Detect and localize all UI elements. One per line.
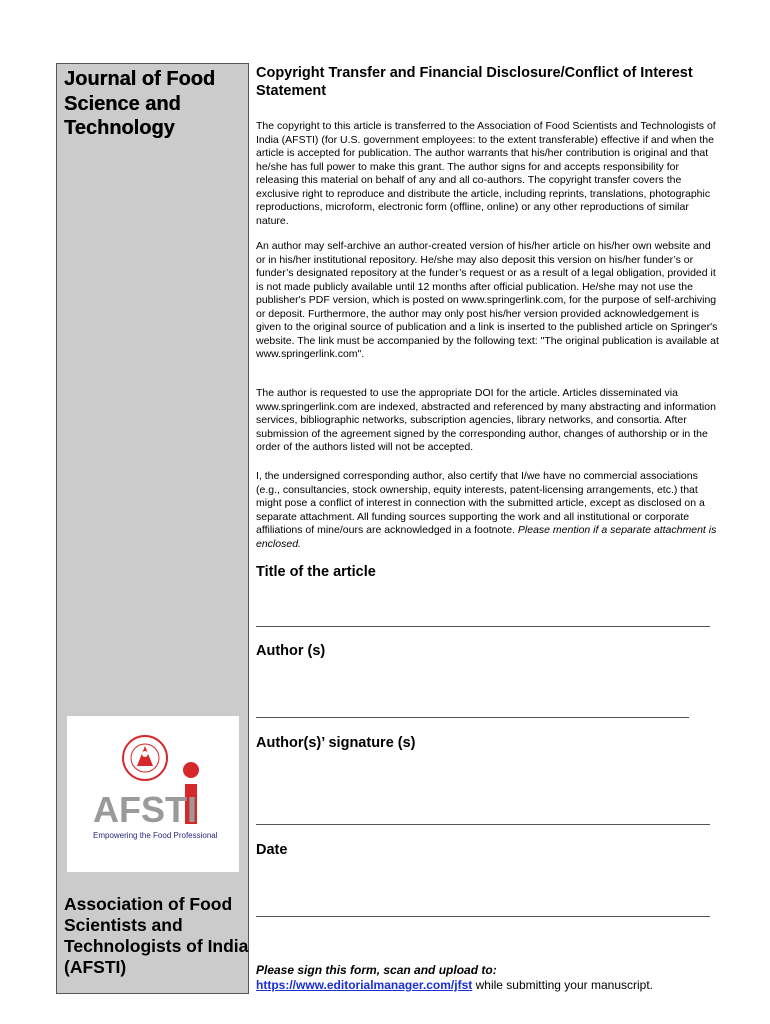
afsti-logo-graphic — [67, 716, 239, 872]
signature-label: Author(s)’ signature (s) — [256, 735, 416, 751]
sidebar — [56, 63, 249, 994]
title-of-article-label: Title of the article — [256, 564, 376, 580]
afsti-tagline: Empowering the Food Professional — [93, 831, 218, 840]
attachment-note: Please mention if a separate attachment is enclosed. — [256, 524, 717, 550]
paragraph-conflict — [256, 470, 720, 551]
upload-suffix: while submitting your manuscript. — [472, 978, 654, 992]
upload-line — [256, 978, 653, 993]
paragraph-copyright: The copyright to this article is transferred to the Association of Food Scientists and Technologists of India (AFSTI) (for U.S. government employees: to the extent transferable) effective if and when the article is accepted for publication. The author warrants that his/her contribution is original and that he/she has full power to make this grant. The author signs for and accepts responsibility for releasing this material on behalf of any and all co-authors. The copyright transfer covers the exclusive right to reproduce and distribute the article, including reprints, translations, photographic reproductions, microform, electronic form (offline, online) or any other reproductions of similar nature. — [256, 120, 716, 227]
upload-instruction: Please sign this form, scan and upload to: — [256, 963, 497, 977]
association-name: Association of Food Scientists and Technologists of India (AFSTI) — [64, 894, 249, 977]
author-label: Author (s) — [256, 643, 326, 659]
document-title: Copyright Transfer and Financial Disclosure/Conflict of Interest Statement — [256, 65, 693, 99]
paragraph-doi: The author is requested to use the appropriate DOI for the article. Articles disseminated via www.springerlink.com are indexed, abstracted and referenced by many abstracting and information services, bibliographic networks, subscription agencies, library networks, and consortia. After submission of the agreement signed by the corresponding author, changes of authorship or in the order of the authors listed will not be accepted. — [256, 387, 716, 453]
date-line[interactable] — [256, 916, 710, 917]
afsti-seal-icon — [123, 736, 167, 780]
title-of-article-line[interactable] — [256, 626, 710, 627]
author-line[interactable] — [256, 717, 689, 718]
signature-line[interactable] — [256, 824, 710, 825]
main-content — [256, 64, 722, 992]
editorial-manager-link[interactable]: https://www.editorialmanager.com/jfst — [256, 978, 473, 992]
red-dot-icon — [183, 762, 199, 778]
date-label: Date — [256, 842, 288, 858]
afsti-wordmark: AFSTI — [93, 789, 197, 830]
paragraph-conflict-text: I, the undersigned corresponding author, also certify that I/we have no commercial associations (e.g., consultancies, stock ownership, equity interests, patent-licensing arrangements, etc.) that might pose a conflict of interest in connection with the submitted article, except as disclosed on a separate attachment. All funding sources supporting the work and all institutional or corporate affiliations of mine/ours are acknowledged in a footnote. — [256, 470, 705, 536]
afsti-logo — [67, 716, 239, 872]
journal-title: Journal of Food Science and Technology — [64, 68, 216, 139]
paragraph-self-archive: An author may self-archive an author-created version of his/her article on his/her own website and or in his/her institutional repository. He/she may also deposit this version on his/her funder’s or funder’s designated repository at the funder’s request or as a result of a legal obligation, provided it is not made publicly available until 12 months after official publication. He/she may not use the publisher's PDF version, which is posted on www.springerlink.com, for the purpose of self-archiving or deposit. Furthermore, the author may only post his/her version provided acknowledgement is given to the original source of publication and a link is inserted to the published article on Springer's website. The link must be accompanied by the following text: "The original publication is available at www.springerlink.com". — [256, 240, 719, 360]
